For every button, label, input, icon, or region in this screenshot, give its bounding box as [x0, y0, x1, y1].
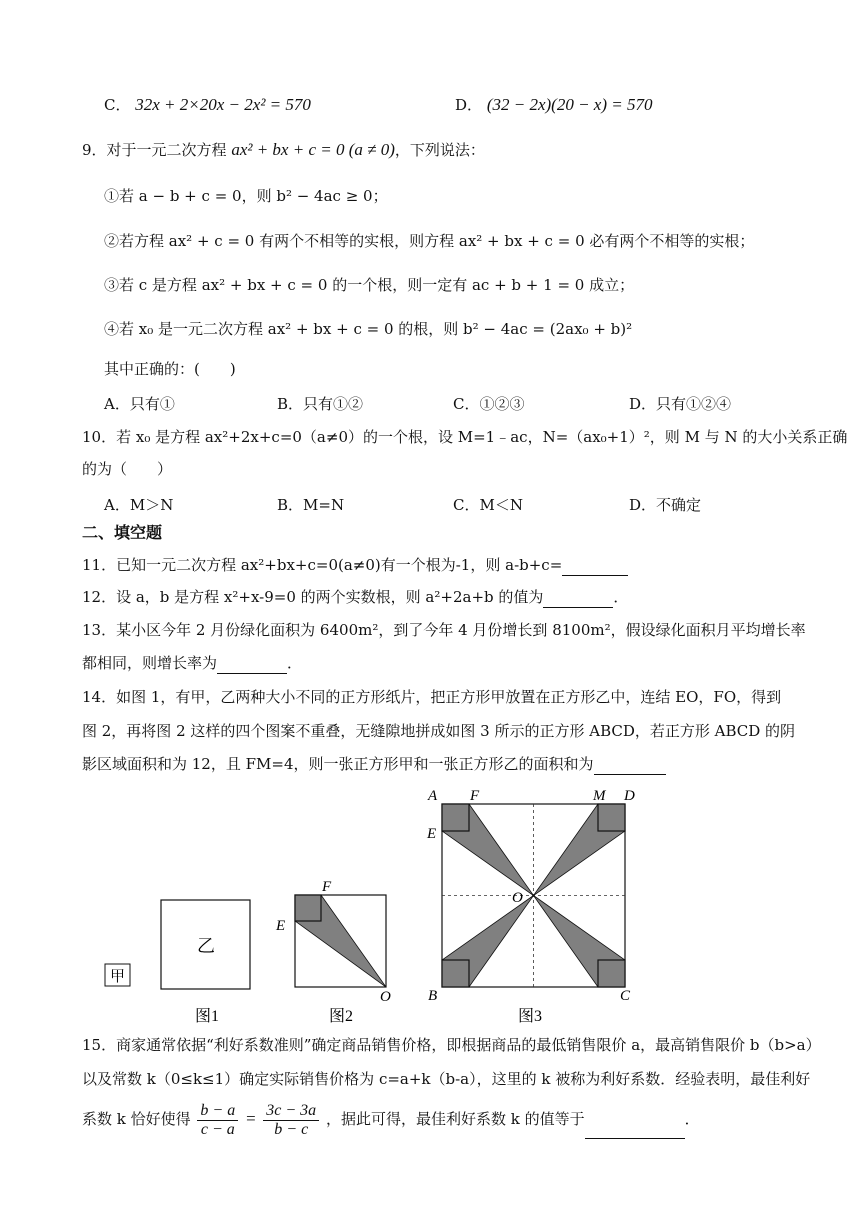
- numerator: 3c − 3a: [263, 1102, 319, 1121]
- q13-line2: [82, 652, 302, 674]
- q8-option-c: [104, 94, 311, 115]
- corner-square-a: [442, 804, 469, 831]
- q13-line1: 13．某小区今年 2 月份绿化面积为 6400m²，到了今年 4 月份增长到 8100m²，假设绿化面积月平均增长率: [82, 621, 806, 639]
- q15-line2: 以及常数 k（0≤k≤1）确定实际销售价格为 c=a+k（b-a），这里的 k 被称为利好系数．经验表明，最佳利好: [82, 1070, 811, 1088]
- section-heading: 二、填空题: [82, 523, 163, 542]
- equation: 32x + 2×20x − 2x² = 570: [135, 95, 311, 114]
- answer-blank[interactable]: [562, 557, 628, 576]
- q9-option-a: A．只有①: [104, 395, 175, 413]
- equals-sign: =: [245, 1109, 257, 1128]
- option-label: C．: [104, 96, 131, 114]
- point-label-a: A: [428, 788, 438, 804]
- q14-line1: 14．如图 1，有甲，乙两种大小不同的正方形纸片，把正方形甲放置在正方形乙中，连结 EO，FO，得到: [82, 688, 782, 706]
- question-text: 12．设 a，b 是方程 x²+x-9=0 的两个实数根，则 a²+2a+b 的值为: [82, 588, 544, 606]
- q8-option-d: [455, 94, 652, 115]
- q9-prompt: 其中正确的：( ): [104, 360, 236, 378]
- point-label-o: O: [380, 989, 391, 1005]
- point-label-c: C: [620, 988, 631, 1004]
- question-text: 系数 k 恰好使得: [82, 1110, 191, 1128]
- corner-square-c: [598, 960, 625, 987]
- equation: (32 − 2x)(20 − x) = 570: [486, 95, 653, 114]
- denominator: b − c: [274, 1120, 309, 1138]
- figure-2: [275, 879, 391, 1025]
- question-text: 影区域面积和为 12，且 FM=4，则一张正方形甲和一张正方形乙的面积和为: [82, 755, 594, 773]
- square-jia: [295, 895, 321, 921]
- q10-option-c: C．M＜N: [453, 496, 523, 514]
- q14-line2: 图 2，再将图 2 这样的四个图案不重叠，无缝隙地拼成如图 3 所示的正方形 ABCD，若正方形 ABCD 的阴: [82, 722, 796, 740]
- point-label-f: F: [322, 879, 332, 895]
- q12: [82, 586, 628, 608]
- option-label: D．: [455, 96, 483, 114]
- q10-stem-line2: 的为（ ）: [82, 460, 173, 478]
- q11: [82, 554, 628, 576]
- question-text: 都相同，则增长率为: [82, 654, 218, 672]
- point-label-o: O: [512, 890, 523, 906]
- figure-1-caption: 图1: [194, 1008, 220, 1025]
- q9-stem: [82, 139, 485, 161]
- q9-statement-2: ②若方程 ax² + c = 0 有两个不相等的实根，则方程 ax² + bx + c = 0 必有两个不相等的实根；: [104, 232, 755, 250]
- equation: ax² + bx + c = 0 (a ≠ 0): [231, 140, 395, 159]
- point-label-f: F: [470, 788, 480, 804]
- figures-1-2-3: [0, 780, 860, 1040]
- fraction-left: [197, 1102, 238, 1139]
- answer-blank[interactable]: [594, 756, 666, 775]
- point-label-m: M: [593, 788, 606, 804]
- answer-blank[interactable]: [543, 589, 613, 608]
- period: ．: [684, 1110, 700, 1128]
- figure-1: [105, 900, 250, 1025]
- point-label-e: E: [276, 918, 286, 934]
- numerator: b − a: [197, 1102, 238, 1121]
- figure-2-caption: 图2: [328, 1008, 354, 1025]
- q9-statement-1: ①若 a − b + c = 0，则 b² − 4ac ≥ 0；: [104, 187, 388, 205]
- fraction-right: [263, 1102, 319, 1139]
- q10-stem-line1: 10．若 x₀ 是方程 ax²+2x+c=0（a≠0）的一个根，设 M=1﹣ac，N=（ax₀+1）²，则 M 与 N 的大小关系正确: [82, 428, 848, 446]
- figure-3: [426, 788, 635, 1025]
- q10-option-a: A．M＞N: [104, 496, 174, 514]
- q10-option-d: D．不确定: [629, 496, 702, 514]
- denominator: c − a: [200, 1120, 235, 1138]
- q9-statement-4: ④若 x₀ 是一元二次方程 ax² + bx + c = 0 的根，则 b² − 4ac = (2ax₀ + b)²: [104, 320, 633, 338]
- q15-line3: [82, 1099, 700, 1139]
- stem-text: 9．对于一元二次方程: [82, 141, 232, 159]
- q9-option-b: B．只有①②: [277, 395, 364, 413]
- figure-3-caption: 图3: [517, 1008, 543, 1025]
- corner-square-d: [598, 804, 625, 831]
- stem-text: ，下列说法：: [394, 141, 485, 159]
- q14-line3: [82, 753, 666, 775]
- answer-blank[interactable]: [217, 655, 287, 674]
- point-label-e: E: [427, 826, 437, 842]
- q15-line1: 15．商家通常依据“利好系数准则”确定商品销售价格，即根据商品的最低销售限价 a，最高销售限价 b（b>a）: [82, 1036, 821, 1054]
- period: ．: [287, 654, 303, 672]
- q9-statement-3: ③若 c 是方程 ax² + bx + c = 0 的一个根，则一定有 ac + b + 1 = 0 成立；: [104, 276, 635, 294]
- q9-option-d: D．只有①②④: [629, 395, 732, 413]
- label-jia: 甲: [109, 969, 126, 985]
- point-label-b: B: [428, 988, 438, 1004]
- q9-option-c: C．①②③: [453, 395, 525, 413]
- question-text: ，据此可得，最佳利好系数 k 的值等于: [325, 1110, 585, 1128]
- answer-blank[interactable]: [585, 1108, 685, 1139]
- q10-option-b: B．M=N: [277, 496, 345, 514]
- label-yi: 乙: [197, 936, 215, 956]
- point-label-d: D: [624, 788, 635, 804]
- period: ．: [613, 588, 629, 606]
- corner-square-b: [442, 960, 469, 987]
- question-text: 11．已知一元二次方程 ax²+bx+c=0(a≠0)有一个根为-1，则 a-b+c=: [82, 556, 563, 574]
